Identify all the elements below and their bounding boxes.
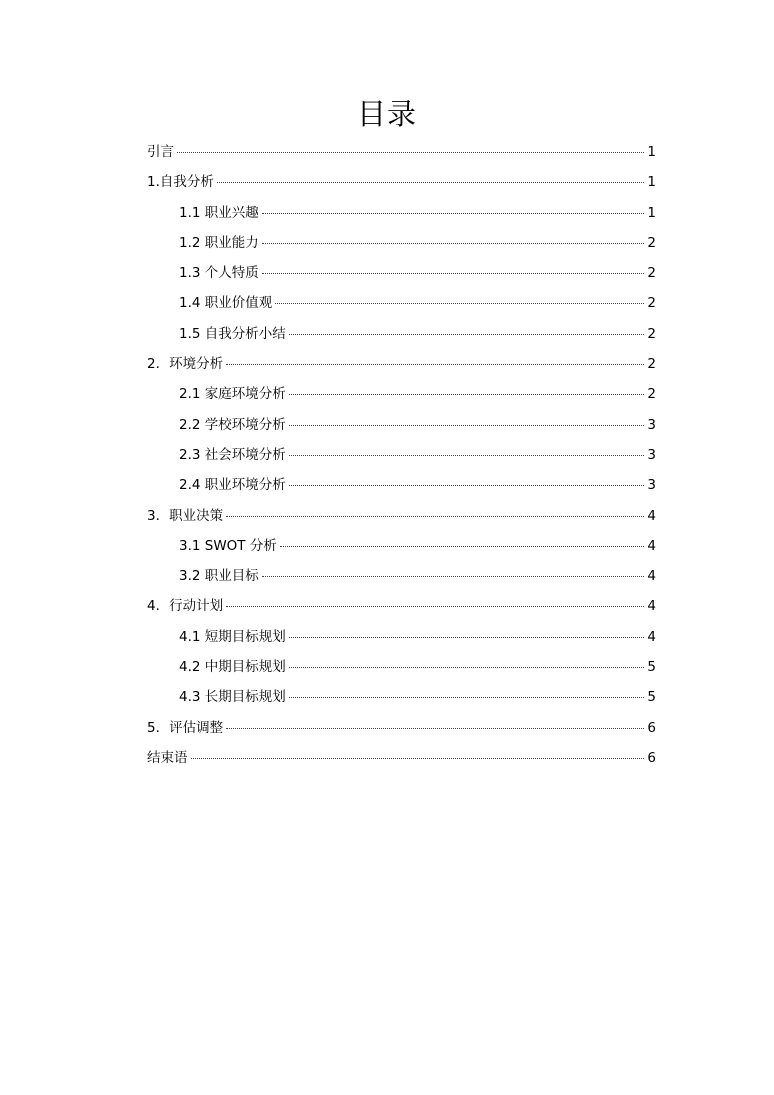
toc-entry-page-number: 4 [647,568,656,585]
toc-title: 目录 [356,97,417,131]
toc-dot-leader [177,152,644,153]
toc-entry-label: 1.2 职业能力 [179,234,259,251]
toc-entry[interactable] [147,652,656,682]
toc-list [147,137,656,773]
toc-entry-page-number: 4 [647,537,656,554]
toc-dot-leader [191,758,645,759]
toc-entry[interactable] [147,198,656,228]
toc-dot-leader [226,728,644,729]
toc-entry-page-number: 2 [647,234,656,251]
toc-entry-page-number: 2 [647,265,656,282]
toc-entry-page-number: 2 [647,325,656,342]
toc-entry-page-number: 5 [647,659,656,676]
toc-dot-leader [226,606,644,607]
toc-entry-label: 2．环境分析 [147,356,224,373]
toc-entry[interactable] [147,591,656,621]
toc-entry[interactable] [147,682,656,712]
toc-entry-label: 3.1 SWOT 分析 [179,537,277,554]
toc-entry[interactable] [147,288,656,318]
toc-entry-page-number: 2 [647,386,656,403]
toc-dot-leader [226,516,644,517]
toc-entry[interactable] [147,137,656,167]
toc-dot-leader [289,697,645,698]
toc-entry-label: 2.4 职业环境分析 [179,477,286,494]
toc-entry-label: 4．行动计划 [147,598,224,615]
toc-entry-page-number: 6 [647,749,656,766]
toc-entry-label: 4.1 短期目标规划 [179,628,286,645]
toc-dot-leader [275,303,644,304]
toc-entry[interactable] [147,501,656,531]
toc-entry-label: 4.2 中期目标规划 [179,659,286,676]
toc-entry[interactable] [147,167,656,197]
toc-entry-label: 结束语 [147,749,188,766]
toc-dot-leader [289,334,645,335]
toc-dot-leader [226,364,644,365]
toc-entry-page-number: 3 [647,477,656,494]
toc-entry-page-number: 4 [647,628,656,645]
toc-entry-page-number: 4 [647,507,656,524]
toc-dot-leader [289,485,645,486]
toc-dot-leader [289,394,645,395]
toc-entry-page-number: 1 [647,174,656,191]
toc-entry[interactable] [147,470,656,500]
toc-entry[interactable] [147,379,656,409]
toc-entry[interactable] [147,258,656,288]
toc-entry-label: 1.自我分析 [147,174,214,191]
toc-dot-leader [289,667,645,668]
toc-dot-leader [262,243,645,244]
toc-entry-label: 3．职业决策 [147,507,224,524]
toc-entry-page-number: 3 [647,416,656,433]
toc-dot-leader [289,455,645,456]
toc-entry-label: 2.1 家庭环境分析 [179,386,286,403]
toc-entry[interactable] [147,713,656,743]
toc-entry[interactable] [147,349,656,379]
toc-entry[interactable] [147,622,656,652]
toc-entry-label: 5．评估调整 [147,719,224,736]
toc-dot-leader [217,182,645,183]
toc-entry-label: 2.2 学校环境分析 [179,416,286,433]
toc-entry-label: 1.3 个人特质 [179,265,259,282]
toc-dot-leader [280,546,645,547]
toc-entry-label: 引言 [147,144,174,160]
toc-entry-page-number: 4 [647,598,656,615]
toc-entry-page-number: 1 [647,204,656,221]
toc-entry-page-number: 6 [647,719,656,736]
toc-entry-page-number: 2 [647,295,656,312]
toc-dot-leader [262,576,645,577]
toc-entry[interactable] [147,531,656,561]
toc-entry[interactable] [147,561,656,591]
toc-entry-page-number: 5 [647,689,656,706]
toc-dot-leader [289,637,645,638]
toc-dot-leader [289,425,645,426]
toc-entry-label: 3.2 职业目标 [179,568,259,585]
toc-entry-page-number: 1 [647,144,656,160]
toc-entry-page-number: 2 [647,356,656,373]
toc-entry[interactable] [147,440,656,470]
toc-entry[interactable] [147,410,656,440]
toc-entry-label: 1.4 职业价值观 [179,295,273,312]
toc-entry[interactable] [147,228,656,258]
toc-entry-label: 2.3 社会环境分析 [179,446,286,463]
toc-dot-leader [262,273,645,274]
toc-entry-label: 1.1 职业兴趣 [179,204,259,221]
toc-entry-label: 1.5 自我分析小结 [179,325,286,342]
toc-entry[interactable] [147,319,656,349]
toc-entry-label: 4.3 长期目标规划 [179,689,286,706]
toc-entry-page-number: 3 [647,446,656,463]
toc-dot-leader [262,213,645,214]
toc-entry[interactable] [147,743,656,773]
